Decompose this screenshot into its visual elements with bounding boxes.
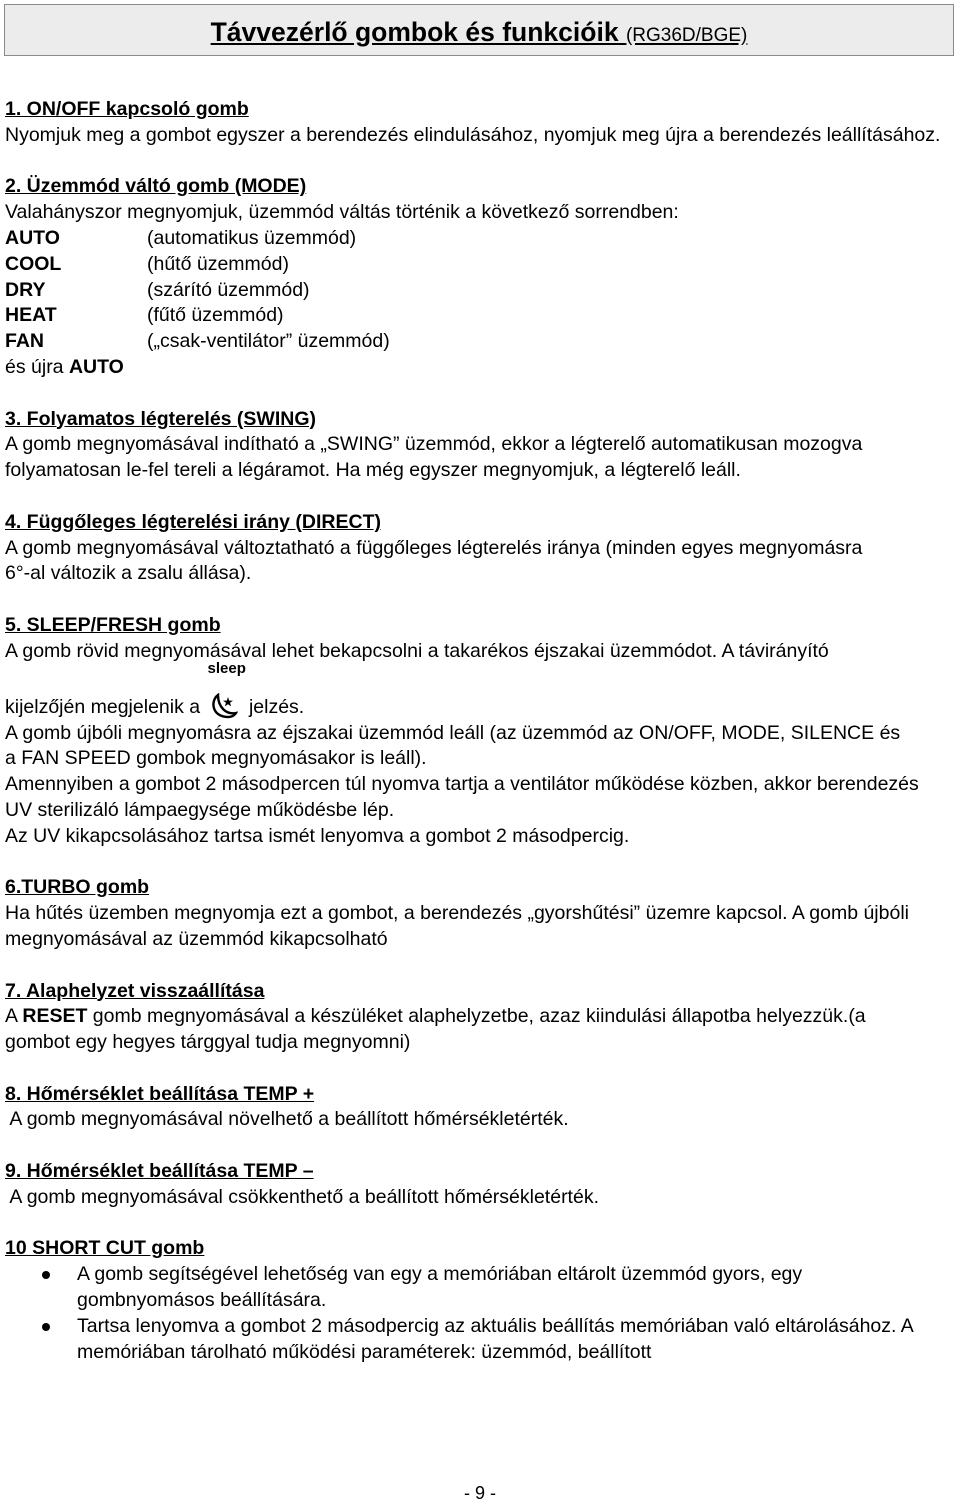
section-5-text-2 xyxy=(5,659,950,721)
section-1-heading: 1. ON/OFF kapcsoló gomb xyxy=(5,98,249,120)
text-a: A xyxy=(5,1005,23,1028)
mode-row-dry xyxy=(5,278,950,304)
section-5-text-4: Amennyiben a gombot 2 másodpercen túl nyomva tartja a ventilátor működése közben, akkor berendezés UV sterilizáló lámpaegysége működésbe lép. xyxy=(5,773,919,821)
outro-prefix: és újra xyxy=(5,355,69,378)
sleep-icon xyxy=(206,659,246,721)
moon-icon xyxy=(208,693,238,721)
outro-mode: AUTO xyxy=(68,355,124,378)
section-2-intro: Valahányszor megnyomjuk, üzemmód váltás történik a következő sorrendben: xyxy=(5,201,679,224)
mode-name: FAN xyxy=(5,330,44,353)
mode-desc: (fűtő üzemmód) xyxy=(147,304,284,327)
title-box xyxy=(4,4,954,56)
section-6-heading: 6.TURBO gomb xyxy=(5,876,150,899)
list-item: A gomb segítségével lehetőség van egy a memóriában eltárolt üzemmód gyors, egy gombnyomásos beállítására. xyxy=(5,1262,925,1314)
mode-row-fan xyxy=(5,329,950,355)
section-10-heading: 10 SHORT CUT gomb xyxy=(5,1237,205,1260)
section-2-heading: 2. Üzemmód váltó gomb (MODE) xyxy=(5,175,307,198)
mode-name: DRY xyxy=(5,278,46,301)
section-3-heading: 3. Folyamatos légterelés (SWING) xyxy=(5,407,317,430)
mode-desc: (szárító üzemmód) xyxy=(147,278,310,301)
mode-desc: (automatikus üzemmód) xyxy=(147,226,357,249)
section-8-heading: 8. Hőmérséklet beállítása TEMP + xyxy=(5,1082,315,1105)
mode-desc: („csak-ventilátor” üzemmód) xyxy=(147,330,390,353)
mode-name: HEAT xyxy=(5,304,57,327)
text2-before: kijelzőjén megjelenik a xyxy=(5,695,201,718)
mode-desc: (hűtő üzemmód) xyxy=(147,252,289,275)
section-8-text: A gomb megnyomásával növelhető a beállított hőmérsékletérték. xyxy=(5,1108,569,1131)
reset-word: RESET xyxy=(22,1005,88,1028)
list-item: Tartsa lenyomva a gombot 2 másodpercig az aktuális beállítás memóriában való eltárolásához. A memóriában tárolható működési paraméterek: üzemmód, beállított xyxy=(5,1314,925,1366)
document-body xyxy=(5,97,950,1365)
page-number: - 9 - xyxy=(463,1483,496,1503)
section-7-heading: 7. Alaphelyzet visszaállítása xyxy=(5,979,265,1002)
mode-name: COOL xyxy=(5,252,62,275)
section-5-text-3: A gomb újbóli megnyomásra az éjszakai üzemmód leáll (az üzemmód az ON/OFF, MODE, SILENCE és a FAN SPEED gombok megnyomásakor is leáll). xyxy=(5,721,901,770)
mode-name: AUTO xyxy=(5,226,60,249)
mode-row-cool xyxy=(5,252,950,278)
title-model: (RG36D/BGE) xyxy=(625,25,748,46)
section-5-text-1: A gomb rövid megnyomásával lehet bekapcsolni a takarékos éjszakai üzemmódot. A távirányító xyxy=(5,639,829,662)
sleep-icon-label: sleep xyxy=(207,659,246,677)
section-7-text xyxy=(5,1004,875,1056)
mode-row-auto xyxy=(5,226,950,252)
section-5-heading: 5. SLEEP/FRESH gomb xyxy=(5,613,221,636)
text2-after: jelzés. xyxy=(248,695,305,718)
section-9-text: A gomb megnyomásával csökkenthető a beállított hőmérsékletérték. xyxy=(5,1185,599,1208)
text-b: gomb megnyomásával a készüléket alaphelyzetbe, azaz kiindulási állapotba helyezzük.(a gombot egy hegyes tárggyal tudja megnyomni) xyxy=(5,1005,866,1054)
section-2-outro xyxy=(5,355,950,381)
title-main: Távvezérlő gombok és funkcióik xyxy=(210,17,619,47)
mode-row-heat xyxy=(5,303,950,329)
section-9-heading: 9. Hőmérséklet beállítása TEMP – xyxy=(5,1160,314,1183)
section-4-text: A gomb megnyomásával változtatható a függőleges légterelés iránya (minden egyes megnyomásra 6°-al változik a zsalu állása). xyxy=(5,536,863,585)
section-5-text-5: Az UV kikapcsolásához tartsa ismét lenyomva a gombot 2 másodpercig. xyxy=(5,824,630,847)
section-4-heading: 4. Függőleges légterelési irány (DIRECT) xyxy=(5,510,382,533)
page-title xyxy=(5,17,953,51)
section-1-text: Nyomjuk meg a gombot egyszer a berendezés elindulásához, nyomjuk meg újra a berendezés leállításához. xyxy=(5,123,941,146)
section-10-bullets xyxy=(5,1262,925,1365)
section-3-text: A gomb megnyomásával indítható a „SWING” üzemmód, ekkor a légterelő automatikusan mozogva folyamatosan le-fel tereli a légáramot. Ha még egyszer megnyomjuk, a légterelő leáll. xyxy=(5,433,863,482)
section-6-text: Ha hűtés üzemben megnyomja ezt a gombot, a berendezés „gyorshűtési” üzemre kapcsol. A gomb újbóli megnyomásával az üzemmód kikapcsolható xyxy=(5,902,909,950)
